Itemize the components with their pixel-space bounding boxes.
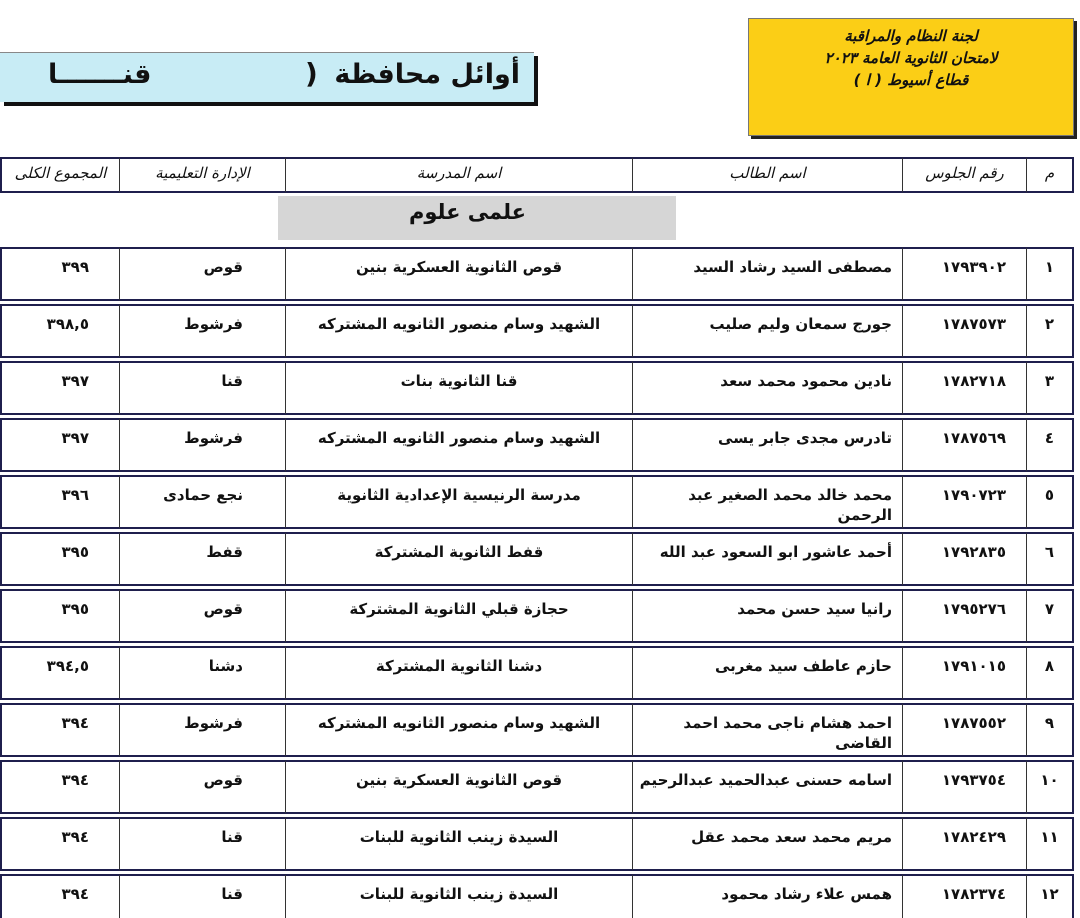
committee-line-2: لامتحان الثانوية العامة ٢٠٢٣ <box>824 49 998 67</box>
cell-admin: قوص <box>119 247 285 301</box>
cell-admin: قفط <box>119 532 285 586</box>
cell-school: الشهيد وسام منصور الثانويه المشتركه <box>285 304 632 358</box>
cell-name <box>632 475 902 529</box>
cell-admin: قوص <box>119 760 285 814</box>
committee-line-1: لجنة النظام والمراقبة <box>844 27 978 45</box>
cell-name <box>632 304 902 358</box>
cell-name <box>632 418 902 472</box>
cell-seat: ١٧٨٧٥٧٣ <box>902 304 1026 358</box>
cell-name <box>632 817 902 871</box>
title-parenthesis: ( <box>305 57 318 90</box>
table-row <box>0 703 1074 757</box>
table-row <box>0 817 1074 871</box>
cell-seat: ١٧٩٠٧٢٣ <box>902 475 1026 529</box>
cell-school: السيدة زينب الثانوية للبنات <box>285 874 632 918</box>
cell-school: قوص الثانوية العسكرية بنين <box>285 760 632 814</box>
cell-seat: ١٧٨٧٥٦٩ <box>902 418 1026 472</box>
student-name: همس علاء رشاد محمود <box>721 885 892 903</box>
table-row <box>0 589 1074 643</box>
cell-school: قفط الثانوية المشتركة <box>285 532 632 586</box>
student-name: محمد خالد محمد الصغير عبد الرحمن <box>688 486 892 524</box>
student-name: اسامه حسنى عبدالحميد عبدالرحيم <box>639 771 892 789</box>
table-header-row <box>0 157 1074 193</box>
committee-box <box>748 18 1074 136</box>
cell-school: قنا الثانوية بنات <box>285 361 632 415</box>
cell-name <box>632 589 902 643</box>
cell-name <box>632 703 902 757</box>
header-school: اسم المدرسة <box>285 157 632 193</box>
cell-name <box>632 760 902 814</box>
cell-m: ٩ <box>1026 703 1074 757</box>
section-row <box>0 196 1074 244</box>
cell-total: ٣٩٧ <box>0 361 119 415</box>
cell-admin: قوص <box>119 589 285 643</box>
cell-m: ٤ <box>1026 418 1074 472</box>
cell-admin: فرشوط <box>119 304 285 358</box>
cell-seat: ١٧٩٥٢٧٦ <box>902 589 1026 643</box>
page-title: أوائل محافظة <box>334 59 520 90</box>
table-row <box>0 760 1074 814</box>
results-table <box>0 154 1074 918</box>
cell-name <box>632 247 902 301</box>
student-name: مريم محمد سعد محمد عقل <box>691 828 892 846</box>
student-name: مصطفى السيد رشاد السيد <box>693 258 892 276</box>
cell-name <box>632 646 902 700</box>
header-total: المجموع الكلى <box>0 157 119 193</box>
student-name: نادين محمود محمد سعد <box>720 372 892 390</box>
cell-admin: قنا <box>119 874 285 918</box>
cell-admin: قنا <box>119 817 285 871</box>
cell-m: ١٠ <box>1026 760 1074 814</box>
student-name: احمد هشام ناجى محمد احمد القاضى <box>683 714 892 752</box>
cell-seat: ١٧٩٣٩٠٢ <box>902 247 1026 301</box>
cell-total: ٣٩٤ <box>0 703 119 757</box>
cell-school: قوص الثانوية العسكرية بنين <box>285 247 632 301</box>
cell-total: ٣٩٨,٥ <box>0 304 119 358</box>
cell-seat: ١٧٨٢٧١٨ <box>902 361 1026 415</box>
student-name: رانيا سيد حسن محمد <box>737 600 892 618</box>
cell-m: ١٢ <box>1026 874 1074 918</box>
cell-m: ١ <box>1026 247 1074 301</box>
cell-name <box>632 874 902 918</box>
header-name: اسم الطالب <box>632 157 902 193</box>
cell-total: ٣٩٤,٥ <box>0 646 119 700</box>
cell-admin: فرشوط <box>119 418 285 472</box>
cell-school: حجازة قبلي الثانوية المشتركة <box>285 589 632 643</box>
cell-m: ٥ <box>1026 475 1074 529</box>
cell-m: ١١ <box>1026 817 1074 871</box>
page-title-bar <box>0 52 534 102</box>
table-row <box>0 304 1074 358</box>
cell-school: الشهيد وسام منصور الثانويه المشتركه <box>285 703 632 757</box>
header-m: م <box>1026 157 1074 193</box>
cell-m: ٢ <box>1026 304 1074 358</box>
cell-m: ٨ <box>1026 646 1074 700</box>
cell-total: ٣٩٥ <box>0 589 119 643</box>
table-row <box>0 247 1074 301</box>
cell-total: ٣٩٤ <box>0 760 119 814</box>
cell-admin: نجع حمادى <box>119 475 285 529</box>
cell-name <box>632 361 902 415</box>
cell-admin: دشنا <box>119 646 285 700</box>
cell-total: ٣٩٦ <box>0 475 119 529</box>
cell-admin: فرشوط <box>119 703 285 757</box>
table-row <box>0 874 1074 918</box>
cell-school: الشهيد وسام منصور الثانويه المشتركه <box>285 418 632 472</box>
header-admin: الإدارة التعليمية <box>119 157 285 193</box>
committee-line-3: قطاع أسيوط ( ا ) <box>853 71 969 89</box>
cell-seat: ١٧٨٧٥٥٢ <box>902 703 1026 757</box>
student-name: جورج سمعان وليم صليب <box>709 315 892 333</box>
cell-total: ٣٩٤ <box>0 817 119 871</box>
cell-seat: ١٧٩٣٧٥٤ <box>902 760 1026 814</box>
cell-m: ٧ <box>1026 589 1074 643</box>
cell-m: ٣ <box>1026 361 1074 415</box>
table-row <box>0 532 1074 586</box>
cell-total: ٣٩٤ <box>0 874 119 918</box>
student-name: تادرس مجدى جابر يسى <box>718 429 892 447</box>
student-name: أحمد عاشور ابو السعود عبد الله <box>659 543 892 561</box>
student-name: حازم عاطف سيد مغربى <box>714 657 892 675</box>
cell-admin: قنا <box>119 361 285 415</box>
cell-name <box>632 532 902 586</box>
cell-seat: ١٧٨٢٤٢٩ <box>902 817 1026 871</box>
cell-seat: ١٧٨٢٣٧٤ <box>902 874 1026 918</box>
cell-total: ٣٩٧ <box>0 418 119 472</box>
cell-school: دشنا الثانوية المشتركة <box>285 646 632 700</box>
cell-seat: ١٧٩٢٨٣٥ <box>902 532 1026 586</box>
table-row <box>0 475 1074 529</box>
header-seat: رقم الجلوس <box>902 157 1026 193</box>
table-row <box>0 418 1074 472</box>
cell-seat: ١٧٩١٠١٥ <box>902 646 1026 700</box>
cell-m: ٦ <box>1026 532 1074 586</box>
governorate-name: قنـــــــا <box>48 59 152 90</box>
cell-school: مدرسة الرنيسية الإعدادية الثانوية <box>285 475 632 529</box>
table-row <box>0 646 1074 700</box>
cell-total: ٣٩٩ <box>0 247 119 301</box>
cell-school: السيدة زينب الثانوية للبنات <box>285 817 632 871</box>
cell-total: ٣٩٥ <box>0 532 119 586</box>
section-label: علمى علوم <box>278 196 676 240</box>
table-row <box>0 361 1074 415</box>
